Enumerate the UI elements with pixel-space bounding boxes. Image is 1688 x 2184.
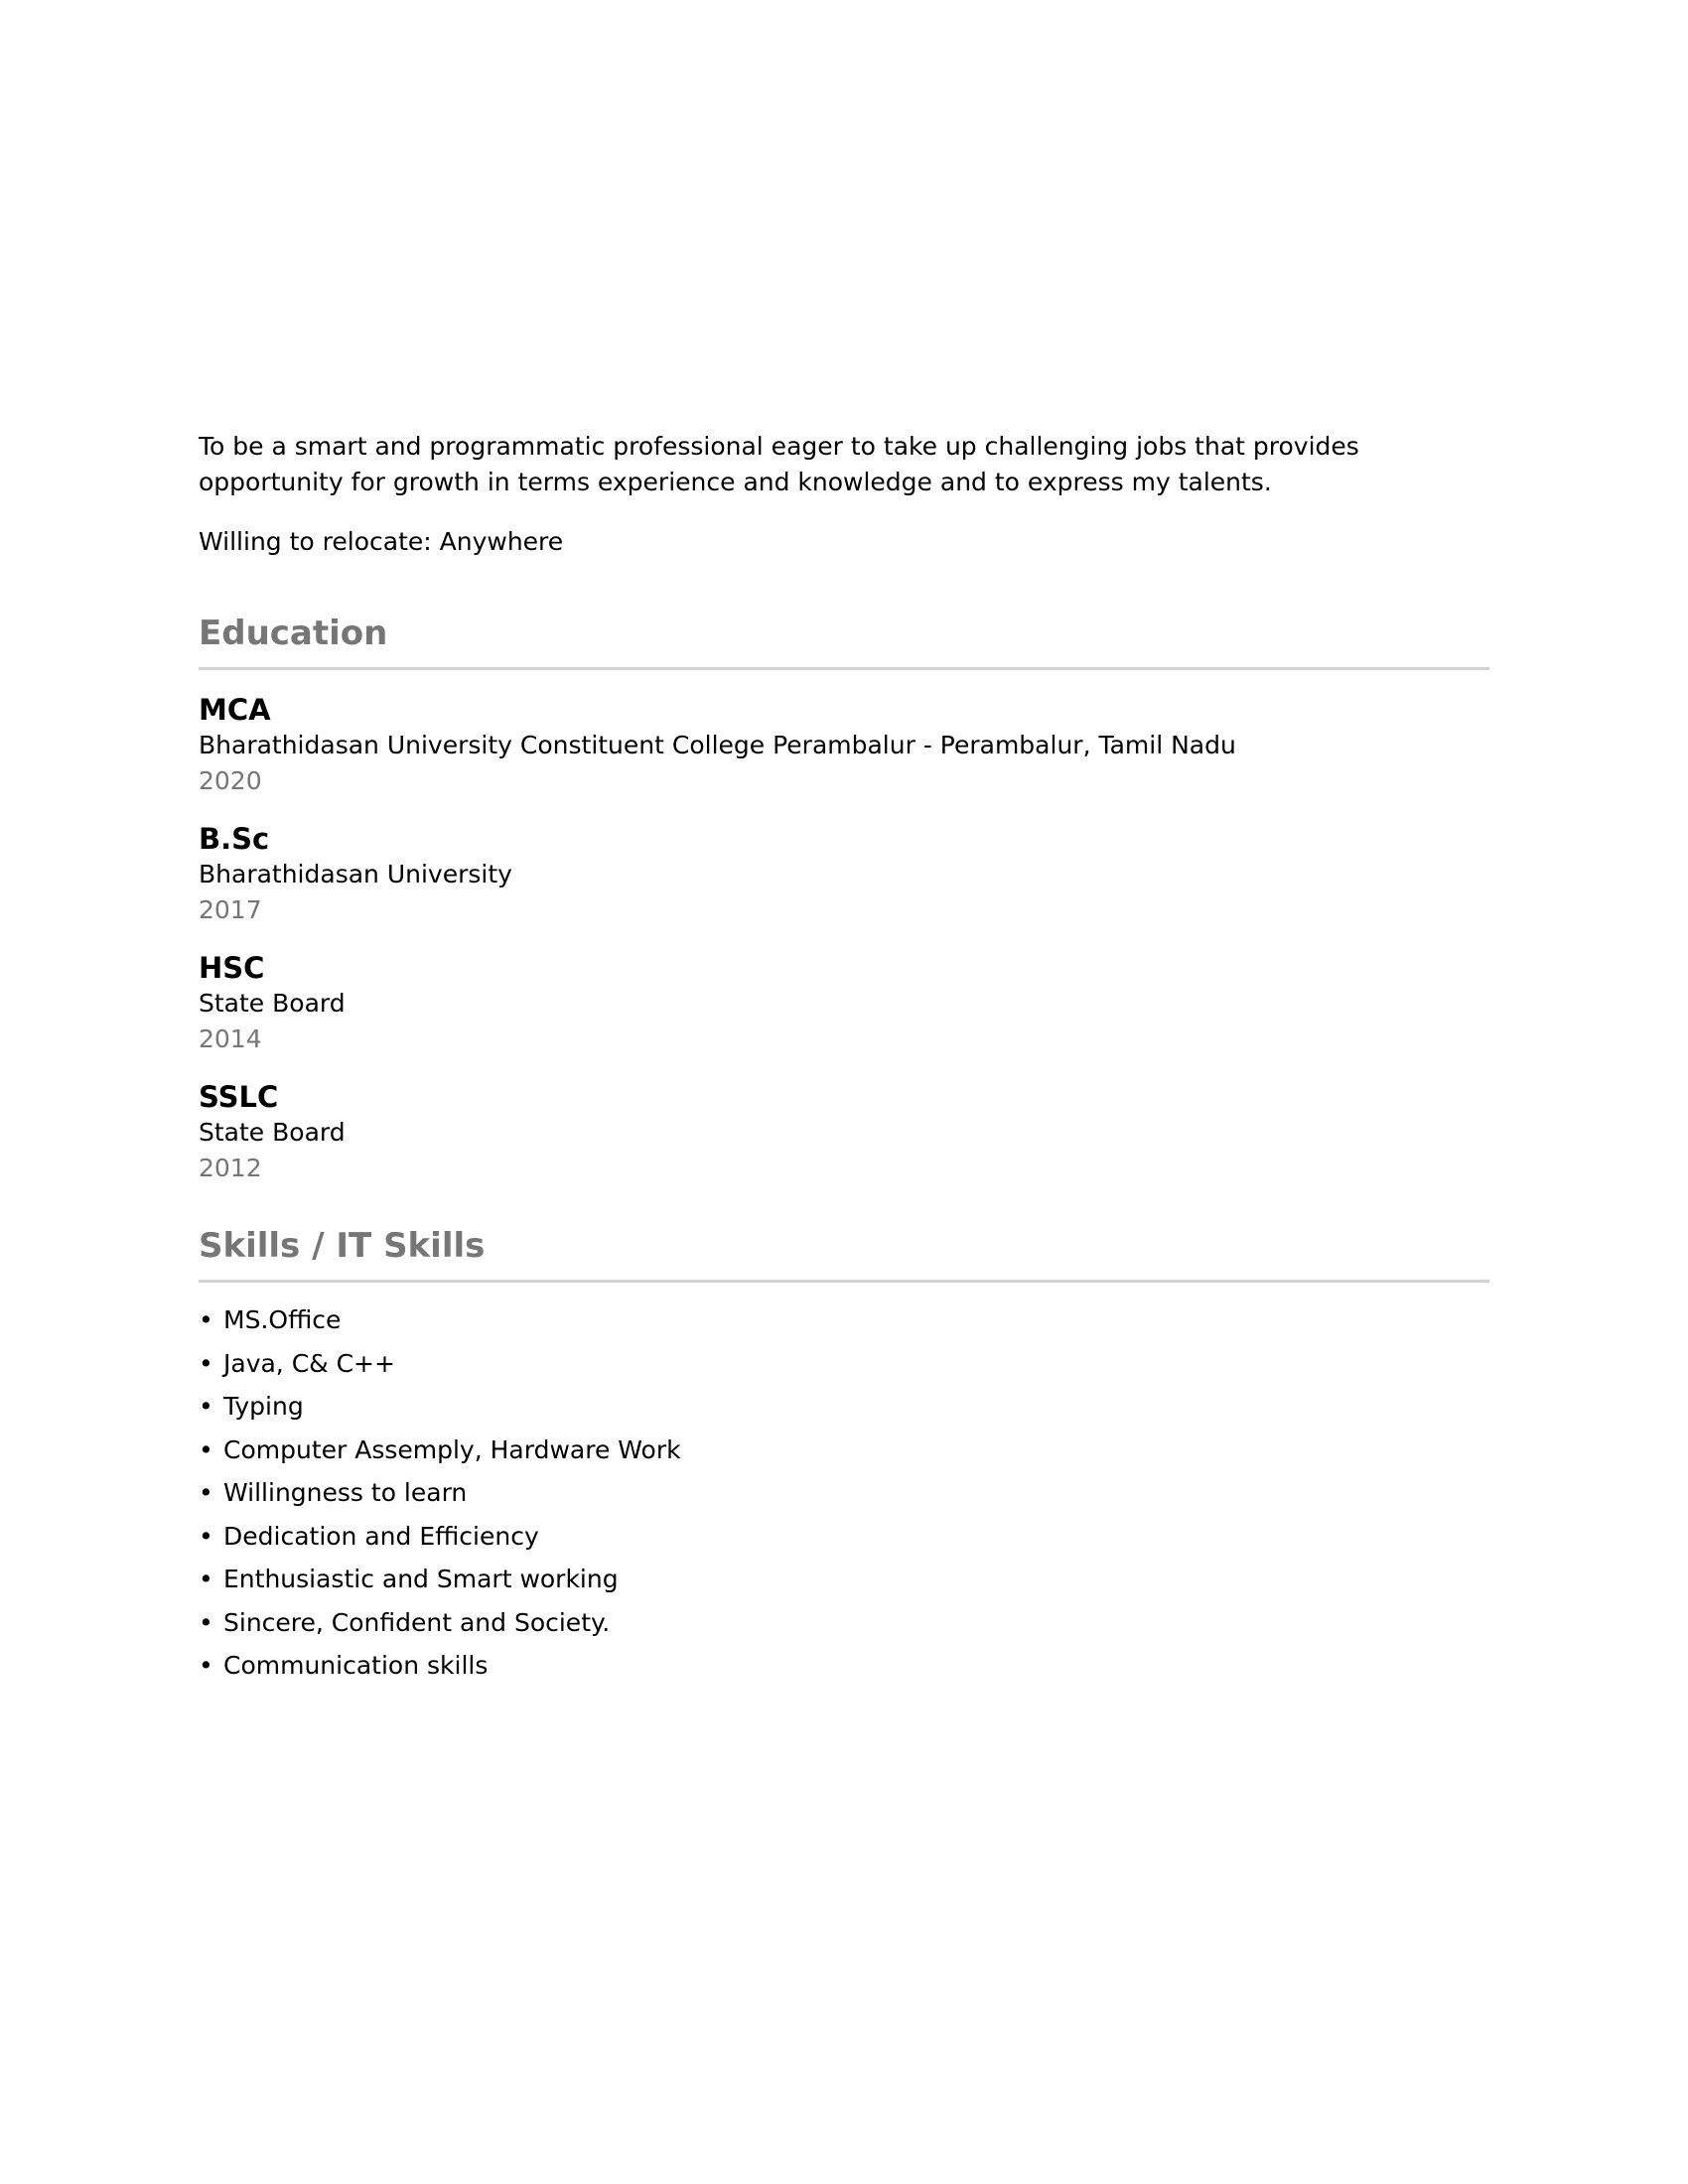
school-name: Bharathidasan University xyxy=(199,860,512,888)
bullet-icon: • xyxy=(199,1348,213,1378)
bullet-icon: • xyxy=(199,1434,213,1464)
skill-text: Willingness to learn xyxy=(223,1478,468,1507)
degree-name: SSLC xyxy=(199,1080,279,1114)
objective-text xyxy=(199,429,1489,500)
graduation-year: 2017 xyxy=(199,895,262,924)
section-divider xyxy=(199,667,1489,670)
education-entry xyxy=(199,821,1489,928)
skill-text: Communication skills xyxy=(223,1651,489,1680)
skill-item xyxy=(199,1433,1489,1467)
objective-line: opportunity for growth in terms experience and knowledge and to express my talents. xyxy=(199,468,1272,496)
bullet-icon: • xyxy=(199,1565,213,1593)
education-heading: Education xyxy=(199,614,388,653)
skill-text: Computer Assemply, Hardware Work xyxy=(223,1434,681,1464)
objective-line: To be a smart and programmatic professional eager to take up challenging jobs that provides xyxy=(199,432,1359,461)
resume-body xyxy=(199,429,1489,1692)
skills-list xyxy=(199,1302,1489,1683)
skill-item xyxy=(199,1475,1489,1510)
school-name: Bharathidasan University Constituent College Perambalur - Perambalur, Tamil Nadu xyxy=(199,731,1236,759)
skill-text: Enthusiastic and Smart working xyxy=(223,1565,619,1593)
skill-item xyxy=(199,1302,1489,1337)
skill-text: Typing xyxy=(223,1392,304,1421)
bullet-icon: • xyxy=(199,1478,213,1507)
education-section xyxy=(199,612,1489,1186)
bullet-icon: • xyxy=(199,1305,213,1334)
graduation-year: 2014 xyxy=(199,1024,262,1053)
education-entry xyxy=(199,692,1489,799)
skill-item xyxy=(199,1346,1489,1381)
skill-item xyxy=(199,1605,1489,1640)
graduation-year: 2020 xyxy=(199,766,262,795)
skill-item xyxy=(199,1648,1489,1683)
education-list xyxy=(199,692,1489,1186)
bullet-icon: • xyxy=(199,1521,213,1551)
degree-name: B.Sc xyxy=(199,822,270,856)
skill-item xyxy=(199,1562,1489,1596)
skill-item xyxy=(199,1519,1489,1554)
bullet-icon: • xyxy=(199,1392,213,1421)
degree-name: HSC xyxy=(199,951,265,985)
section-divider xyxy=(199,1280,1489,1283)
relocate-text: Willing to relocate: Anywhere xyxy=(199,527,564,556)
graduation-year: 2012 xyxy=(199,1154,262,1182)
education-entry xyxy=(199,950,1489,1057)
bullet-icon: • xyxy=(199,1651,213,1680)
skill-item xyxy=(199,1389,1489,1424)
skills-heading: Skills / IT Skills xyxy=(199,1226,486,1266)
school-name: State Board xyxy=(199,1118,346,1147)
skill-text: Dedication and Efficiency xyxy=(223,1521,539,1551)
degree-name: MCA xyxy=(199,693,271,727)
skill-text: MS.Office xyxy=(223,1305,342,1334)
skill-text: Sincere, Confident and Society. xyxy=(223,1607,611,1637)
bullet-icon: • xyxy=(199,1607,213,1637)
skills-section xyxy=(199,1224,1489,1683)
skill-text: Java, C& C++ xyxy=(223,1348,395,1378)
education-entry xyxy=(199,1079,1489,1186)
school-name: State Board xyxy=(199,989,346,1018)
